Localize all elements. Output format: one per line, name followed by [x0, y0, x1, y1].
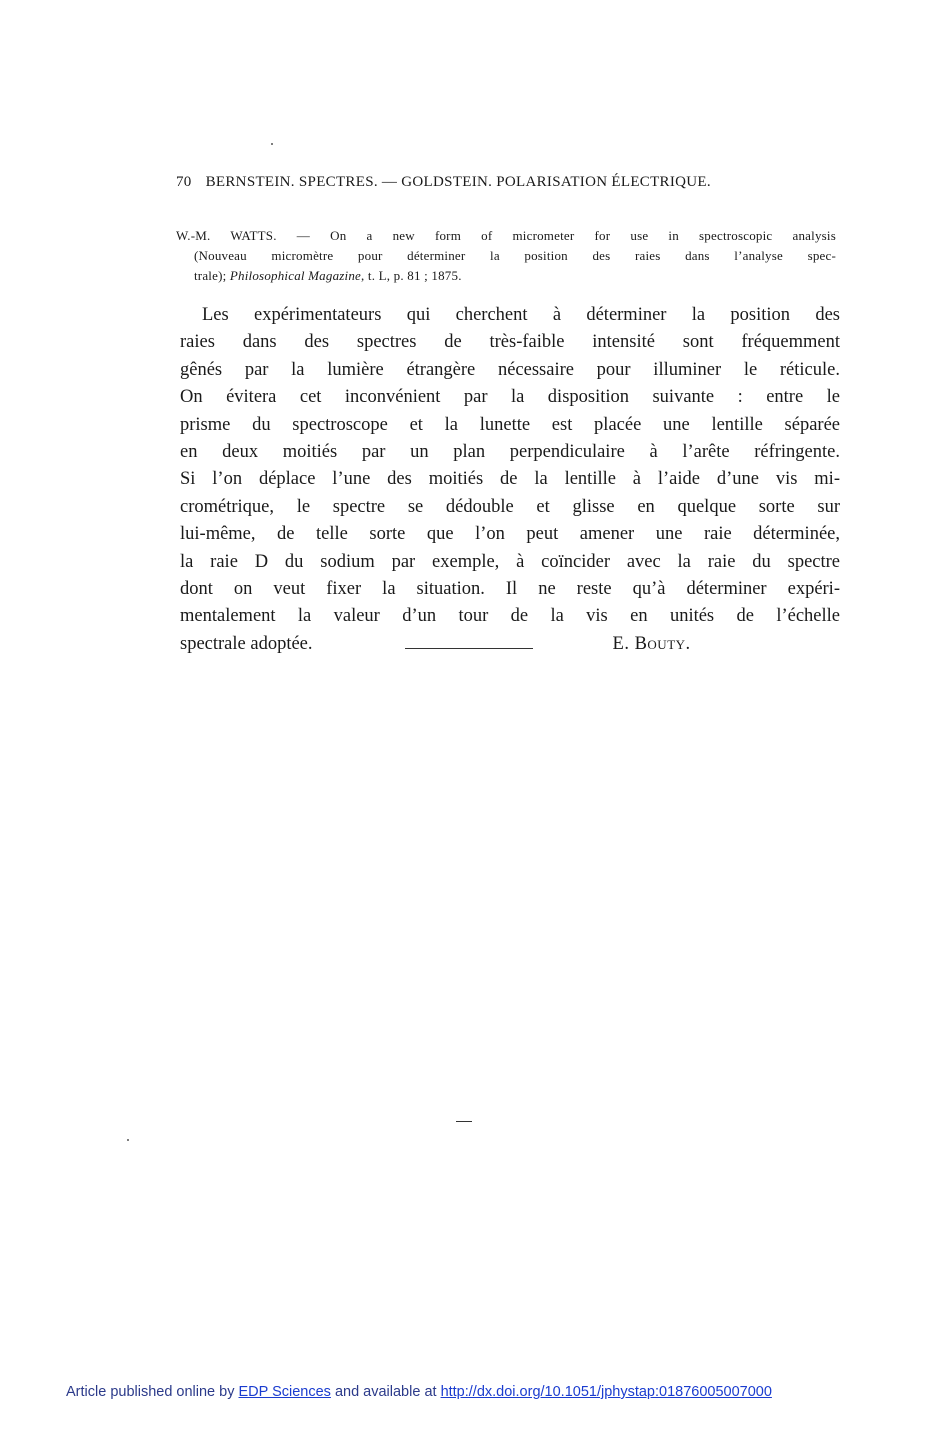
scan-speck: [271, 143, 273, 145]
body-line: en deux moitiés par un plan perpendiculaire à l’arête réfringente.: [180, 442, 840, 463]
footer-middle: and available at: [334, 1384, 437, 1400]
body-line: lui-même, de telle sorte que l’on peut amener une raie déterminée,: [180, 524, 840, 545]
running-title: BERNSTEIN. SPECTRES. — GOLDSTEIN. POLARISATION ÉLECTRIQUE.: [205, 174, 711, 190]
footer-prefix: Article published online by: [66, 1384, 235, 1400]
publication-footer: [66, 1384, 866, 1400]
reference-text: , t. L, p. 81 ; 1875.: [361, 268, 462, 283]
closing-line: [180, 631, 840, 658]
author-signature: [613, 631, 691, 658]
body-line: la raie D du sodium par exemple, à coïncider avec la raie du spectre: [180, 551, 840, 572]
scan-speck: [127, 1139, 129, 1141]
body-line: crométrique, le spectre se dédouble et glisse en quelque sorte sur: [180, 496, 840, 517]
closing-rule: [405, 648, 533, 649]
body-line: mentalement la valeur d’un tour de la vis en unités de l’échelle: [180, 606, 840, 627]
bibliographic-reference: [176, 226, 836, 286]
body-line: Si l’on déplace l’une des moitiés de la lentille à l’aide d’une vis mi-: [180, 469, 840, 490]
body-line: gênés par la lumière étrangère nécessaire pour illuminer le réticule.: [180, 359, 840, 380]
reference-text: trale);: [194, 268, 227, 283]
reference-line: (Nouveau micromètre pour déterminer la position des raies dans l’analyse spec-: [194, 248, 836, 263]
article-body: [180, 302, 840, 658]
body-line: dont on veut fixer la situation. Il ne reste qu’à déterminer expéri-: [180, 579, 840, 600]
reference-line: [176, 266, 836, 286]
body-line: On évitera cet inconvénient par la disposition suivante : entre le: [180, 387, 840, 408]
body-line: Les expérimentateurs qui cherchent à déterminer la position des: [202, 305, 840, 325]
doi-link[interactable]: http://dx.doi.org/10.1051/jphystap:01876005007000: [440, 1384, 772, 1400]
body-line: raies dans des spectres de très-faible intensité sont fréquemment: [180, 332, 840, 353]
body-line-final: spectrale adoptée.: [180, 633, 313, 654]
signature-initial: E.: [612, 633, 630, 654]
body-line: prisme du spectroscope et la lunette est placée une lentille séparée: [180, 414, 840, 435]
end-rule: [456, 1121, 472, 1122]
page-number: 70: [176, 174, 192, 190]
signature-name: Bouty.: [634, 633, 691, 654]
publisher-link[interactable]: EDP Sciences: [238, 1384, 331, 1400]
running-header: [176, 174, 836, 191]
reference-line: W.-M. WATTS. — On a new form of micrometer for use in spectroscopic analysis: [176, 228, 836, 243]
journal-title: Philosophical Magazine: [229, 268, 362, 283]
